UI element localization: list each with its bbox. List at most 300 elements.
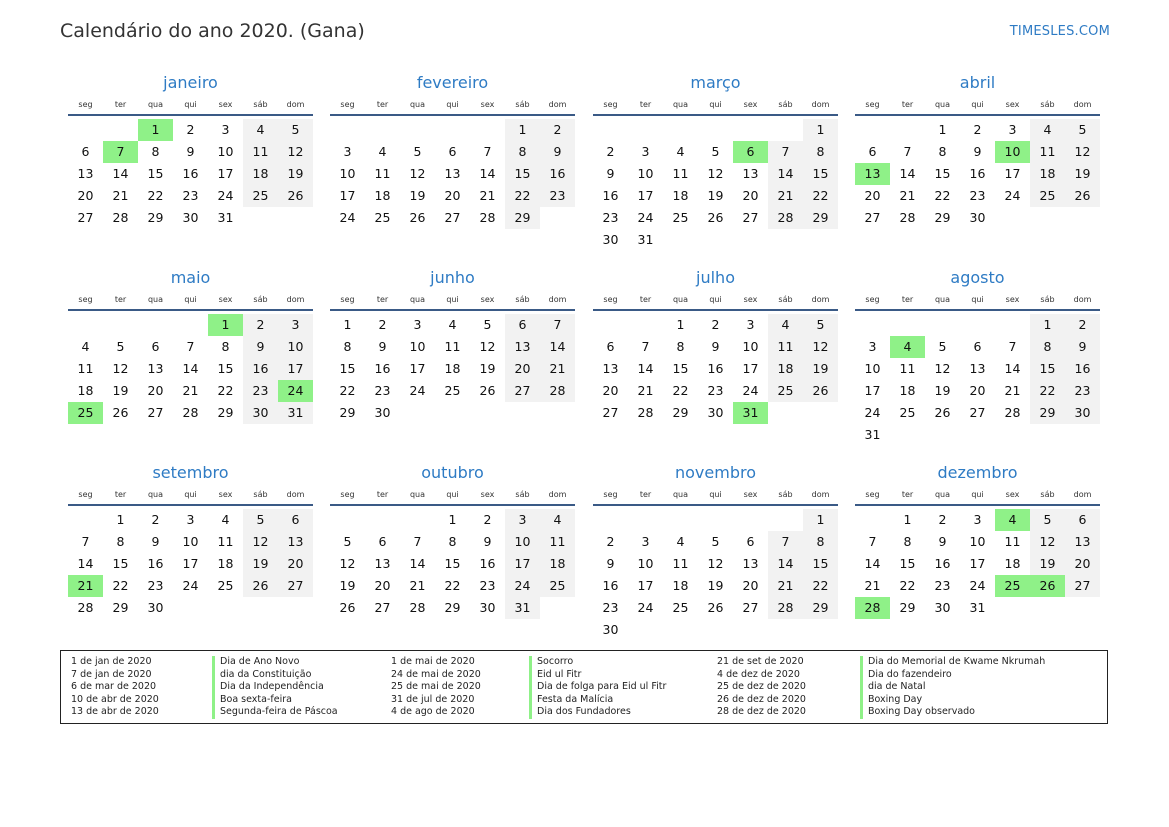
month-março xyxy=(593,72,838,251)
day-cell: 29 xyxy=(899,600,916,615)
empty-cell xyxy=(400,119,435,141)
empty-cell xyxy=(663,509,698,531)
legend-names-col-3 xyxy=(860,656,1045,719)
holiday-day-cell: 25 xyxy=(68,402,103,424)
day-grid xyxy=(855,119,1100,229)
day-cell: 1 xyxy=(116,512,125,527)
month-divider xyxy=(593,504,838,506)
day-cell: 26 xyxy=(243,575,278,597)
day-cell: 29 xyxy=(934,210,951,225)
day-cell: 5 xyxy=(243,509,278,531)
day-cell: 12 xyxy=(707,556,724,571)
day-cell: 29 xyxy=(444,600,461,615)
day-cell: 5 xyxy=(938,339,947,354)
weekday-label: dom xyxy=(286,100,305,109)
day-cell: 27 xyxy=(278,575,313,597)
weekday-label: qui xyxy=(709,490,722,499)
weekday-header xyxy=(593,97,838,113)
month-divider xyxy=(68,114,313,116)
day-cell: 3 xyxy=(278,314,313,336)
month-abril xyxy=(855,72,1100,229)
weekday-label: ter xyxy=(376,490,389,499)
empty-cell xyxy=(698,509,733,531)
day-cell: 4 xyxy=(540,509,575,531)
day-cell: 6 xyxy=(378,534,387,549)
day-cell: 20 xyxy=(444,188,461,203)
day-cell: 21 xyxy=(768,575,803,597)
legend-date: 4 de dez de 2020 xyxy=(717,668,800,680)
day-cell: 8 xyxy=(505,141,540,163)
weekday-label: sex xyxy=(743,295,758,304)
month-divider xyxy=(330,309,575,311)
day-cell: 1 xyxy=(803,119,838,141)
day-cell: 31 xyxy=(278,402,313,424)
day-cell: 8 xyxy=(803,531,838,553)
weekday-label: qui xyxy=(971,100,984,109)
weekday-label: qui xyxy=(446,100,459,109)
site-link[interactable]: TIMESLES.COM xyxy=(1009,24,1110,39)
legend-holiday-name: Eid ul Fitr xyxy=(529,669,666,682)
day-cell: 22 xyxy=(803,575,838,597)
day-cell: 17 xyxy=(1004,166,1021,181)
day-cell: 16 xyxy=(602,578,619,593)
empty-cell xyxy=(925,314,960,336)
empty-cell xyxy=(138,314,173,336)
day-cell: 28 xyxy=(540,380,575,402)
empty-cell xyxy=(628,119,663,141)
day-cell: 2 xyxy=(973,122,982,137)
day-cell: 13 xyxy=(77,166,94,181)
weekday-label: seg xyxy=(603,100,618,109)
weekday-label: qua xyxy=(147,490,164,499)
day-cell: 13 xyxy=(602,361,619,376)
day-cell: 7 xyxy=(1008,339,1017,354)
day-cell: 6 xyxy=(746,534,755,549)
day-cell: 3 xyxy=(1008,122,1017,137)
day-cell: 15 xyxy=(803,163,838,185)
day-cell: 12 xyxy=(243,531,278,553)
weekday-label: dom xyxy=(548,295,567,304)
day-cell: 28 xyxy=(1004,405,1021,420)
day-cell: 27 xyxy=(864,210,881,225)
day-cell: 25 xyxy=(540,575,575,597)
legend-holiday-name: Boxing Day xyxy=(860,694,1045,707)
day-cell: 18 xyxy=(672,578,689,593)
month-title: março xyxy=(690,73,741,92)
empty-cell xyxy=(68,119,103,141)
holiday-day-cell: 31 xyxy=(733,402,768,424)
day-cell: 8 xyxy=(343,339,352,354)
day-cell: 28 xyxy=(768,597,803,619)
weekday-label: qui xyxy=(446,295,459,304)
month-title: outubro xyxy=(421,463,484,482)
day-cell: 16 xyxy=(147,556,164,571)
holiday-day-cell: 1 xyxy=(138,119,173,141)
weekday-label: dom xyxy=(548,100,567,109)
day-cell: 1 xyxy=(903,512,912,527)
empty-cell xyxy=(855,314,890,336)
day-cell: 23 xyxy=(602,600,619,615)
weekday-label: sáb xyxy=(515,490,530,499)
day-cell: 27 xyxy=(77,210,94,225)
day-cell: 15 xyxy=(217,361,234,376)
legend-date: 24 de mai de 2020 xyxy=(391,668,481,680)
day-cell: 24 xyxy=(969,578,986,593)
day-cell: 7 xyxy=(768,531,803,553)
month-divider xyxy=(593,114,838,116)
day-cell: 30 xyxy=(602,232,619,247)
day-cell: 20 xyxy=(742,578,759,593)
day-cell: 11 xyxy=(899,361,916,376)
day-cell: 27 xyxy=(444,210,461,225)
day-cell: 2 xyxy=(540,119,575,141)
day-cell: 20 xyxy=(1065,553,1100,575)
weekday-label: sáb xyxy=(778,490,793,499)
month-fevereiro xyxy=(330,72,575,229)
weekday-label: qua xyxy=(409,490,426,499)
day-cell: 28 xyxy=(899,210,916,225)
holiday-day-cell: 25 xyxy=(995,575,1030,597)
legend-names-col-1 xyxy=(212,656,338,719)
day-cell: 11 xyxy=(77,361,94,376)
day-grid xyxy=(330,119,575,229)
empty-cell xyxy=(365,119,400,141)
day-cell: 8 xyxy=(448,534,457,549)
day-cell: 25 xyxy=(217,578,234,593)
day-cell: 12 xyxy=(934,361,951,376)
day-cell: 30 xyxy=(147,600,164,615)
day-cell: 5 xyxy=(116,339,125,354)
day-cell: 31 xyxy=(864,427,881,442)
day-cell: 11 xyxy=(243,141,278,163)
day-cell: 10 xyxy=(742,339,759,354)
empty-cell xyxy=(400,509,435,531)
day-cell: 16 xyxy=(479,556,496,571)
day-cell: 23 xyxy=(707,383,724,398)
weekday-label: qui xyxy=(184,100,197,109)
day-cell: 12 xyxy=(803,336,838,358)
day-cell: 9 xyxy=(540,141,575,163)
day-cell: 30 xyxy=(374,405,391,420)
day-cell: 6 xyxy=(448,144,457,159)
day-cell: 28 xyxy=(637,405,654,420)
day-cell: 12 xyxy=(1065,141,1100,163)
day-cell: 18 xyxy=(768,358,803,380)
day-cell: 16 xyxy=(602,188,619,203)
day-cell: 6 xyxy=(505,314,540,336)
empty-cell xyxy=(593,314,628,336)
day-cell: 28 xyxy=(112,210,129,225)
day-cell: 18 xyxy=(444,361,461,376)
day-cell: 2 xyxy=(378,317,387,332)
day-cell: 2 xyxy=(186,122,195,137)
day-cell: 2 xyxy=(243,314,278,336)
weekday-label: qua xyxy=(934,295,951,304)
day-cell: 14 xyxy=(768,163,803,185)
day-cell: 5 xyxy=(413,144,422,159)
day-cell: 22 xyxy=(444,578,461,593)
day-cell: 9 xyxy=(938,534,947,549)
day-cell: 8 xyxy=(221,339,230,354)
weekday-label: seg xyxy=(340,100,355,109)
day-cell: 31 xyxy=(217,210,234,225)
day-cell: 5 xyxy=(1065,119,1100,141)
day-cell: 3 xyxy=(641,534,650,549)
day-cell: 24 xyxy=(182,578,199,593)
day-cell: 24 xyxy=(339,210,356,225)
weekday-label: ter xyxy=(639,100,652,109)
day-cell: 21 xyxy=(864,578,881,593)
day-cell: 2 xyxy=(711,317,720,332)
day-cell: 20 xyxy=(147,383,164,398)
day-cell: 10 xyxy=(182,534,199,549)
day-cell: 4 xyxy=(448,317,457,332)
day-cell: 7 xyxy=(483,144,492,159)
day-grid xyxy=(593,119,838,251)
day-cell: 28 xyxy=(479,210,496,225)
weekday-label: seg xyxy=(865,100,880,109)
day-cell: 9 xyxy=(483,534,492,549)
day-cell: 14 xyxy=(409,556,426,571)
day-cell: 30 xyxy=(934,600,951,615)
day-cell: 23 xyxy=(540,185,575,207)
day-cell: 5 xyxy=(278,119,313,141)
weekday-label: seg xyxy=(78,295,93,304)
day-cell: 21 xyxy=(182,383,199,398)
legend-holiday-name: Dia de Ano Novo xyxy=(212,656,338,669)
day-cell: 1 xyxy=(803,509,838,531)
empty-cell xyxy=(68,509,103,531)
weekday-label: qua xyxy=(934,490,951,499)
day-cell: 11 xyxy=(672,166,689,181)
legend-date: 31 de jul de 2020 xyxy=(391,693,475,705)
legend-holiday-name: Socorro xyxy=(529,656,666,669)
weekday-label: dom xyxy=(1073,295,1092,304)
day-cell: 19 xyxy=(243,553,278,575)
weekday-label: sex xyxy=(218,295,233,304)
day-cell: 26 xyxy=(112,405,129,420)
day-cell: 20 xyxy=(602,383,619,398)
weekday-label: qui xyxy=(184,490,197,499)
day-cell: 15 xyxy=(803,553,838,575)
day-cell: 2 xyxy=(606,144,615,159)
legend-dates-col-2 xyxy=(391,656,481,719)
holiday-day-cell: 10 xyxy=(995,141,1030,163)
day-cell: 1 xyxy=(448,512,457,527)
weekday-label: sáb xyxy=(1040,100,1055,109)
day-cell: 12 xyxy=(1030,531,1065,553)
day-cell: 13 xyxy=(1065,531,1100,553)
day-cell: 19 xyxy=(1030,553,1065,575)
day-cell: 22 xyxy=(147,188,164,203)
day-cell: 10 xyxy=(278,336,313,358)
holiday-day-cell: 28 xyxy=(855,597,890,619)
weekday-label: dom xyxy=(811,295,830,304)
day-grid xyxy=(593,314,838,424)
day-cell: 11 xyxy=(374,166,391,181)
day-cell: 13 xyxy=(742,166,759,181)
weekday-label: qui xyxy=(971,490,984,499)
day-cell: 26 xyxy=(479,383,496,398)
legend-holiday-name: dia da Constituição xyxy=(212,669,338,682)
day-cell: 19 xyxy=(1065,163,1100,185)
weekday-label: sex xyxy=(480,490,495,499)
weekday-label: sáb xyxy=(253,295,268,304)
day-cell: 9 xyxy=(1065,336,1100,358)
day-cell: 14 xyxy=(1004,361,1021,376)
day-grid xyxy=(855,314,1100,446)
legend-date: 25 de mai de 2020 xyxy=(391,681,481,693)
weekday-label: ter xyxy=(901,295,914,304)
weekday-label: ter xyxy=(901,100,914,109)
day-cell: 17 xyxy=(339,188,356,203)
weekday-label: qui xyxy=(446,490,459,499)
day-cell: 21 xyxy=(409,578,426,593)
weekday-label: seg xyxy=(865,295,880,304)
weekday-label: ter xyxy=(114,100,127,109)
day-cell: 4 xyxy=(1030,119,1065,141)
empty-cell xyxy=(663,119,698,141)
legend-holiday-name: Dia do Memorial de Kwame Nkrumah xyxy=(860,656,1045,669)
day-cell: 18 xyxy=(243,163,278,185)
day-cell: 10 xyxy=(637,166,654,181)
month-title: maio xyxy=(170,268,211,287)
weekday-header xyxy=(68,97,313,113)
day-grid xyxy=(68,314,313,424)
day-cell: 20 xyxy=(278,553,313,575)
day-cell: 23 xyxy=(479,578,496,593)
day-cell: 25 xyxy=(1030,185,1065,207)
month-title: novembro xyxy=(675,463,756,482)
day-cell: 3 xyxy=(973,512,982,527)
weekday-label: sex xyxy=(1005,100,1020,109)
day-cell: 22 xyxy=(339,383,356,398)
day-cell: 8 xyxy=(676,339,685,354)
day-cell: 19 xyxy=(278,163,313,185)
legend-dates-col-1 xyxy=(71,656,159,719)
day-cell: 21 xyxy=(540,358,575,380)
weekday-label: seg xyxy=(340,490,355,499)
day-cell: 29 xyxy=(672,405,689,420)
day-cell: 1 xyxy=(676,317,685,332)
day-cell: 17 xyxy=(217,166,234,181)
month-title: abril xyxy=(959,73,996,92)
day-cell: 9 xyxy=(186,144,195,159)
empty-cell xyxy=(593,509,628,531)
weekday-header xyxy=(593,292,838,308)
empty-cell xyxy=(768,119,803,141)
month-divider xyxy=(855,114,1100,116)
day-cell: 14 xyxy=(77,556,94,571)
day-cell: 1 xyxy=(505,119,540,141)
day-cell: 10 xyxy=(969,534,986,549)
day-cell: 30 xyxy=(243,402,278,424)
day-cell: 4 xyxy=(378,144,387,159)
month-title: fevereiro xyxy=(416,73,489,92)
weekday-header xyxy=(330,487,575,503)
weekday-label: dom xyxy=(1073,490,1092,499)
day-cell: 8 xyxy=(903,534,912,549)
day-cell: 1 xyxy=(343,317,352,332)
legend-date: 1 de mai de 2020 xyxy=(391,656,475,667)
day-cell: 30 xyxy=(182,210,199,225)
day-cell: 29 xyxy=(1030,402,1065,424)
day-cell: 10 xyxy=(637,556,654,571)
empty-cell xyxy=(733,509,768,531)
day-cell: 24 xyxy=(1004,188,1021,203)
legend-date: 13 de abr de 2020 xyxy=(71,706,159,718)
day-cell: 30 xyxy=(1065,402,1100,424)
day-cell: 12 xyxy=(339,556,356,571)
weekday-label: sex xyxy=(1005,295,1020,304)
day-cell: 14 xyxy=(479,166,496,181)
legend-holiday-name: Dia de folga para Eid ul Fitr xyxy=(529,681,666,694)
day-cell: 15 xyxy=(505,163,540,185)
day-cell: 10 xyxy=(864,361,881,376)
day-cell: 29 xyxy=(339,405,356,420)
legend-date: 6 de mar de 2020 xyxy=(71,681,157,693)
day-cell: 17 xyxy=(278,358,313,380)
day-cell: 7 xyxy=(768,141,803,163)
day-cell: 20 xyxy=(505,358,540,380)
day-cell: 17 xyxy=(742,361,759,376)
legend-holiday-name: Dia dos Fundadores xyxy=(529,706,666,719)
weekday-label: sáb xyxy=(1040,295,1055,304)
empty-cell xyxy=(855,509,890,531)
day-cell: 19 xyxy=(934,383,951,398)
day-cell: 21 xyxy=(479,188,496,203)
day-cell: 11 xyxy=(217,534,234,549)
day-cell: 11 xyxy=(540,531,575,553)
day-cell: 22 xyxy=(1030,380,1065,402)
day-cell: 3 xyxy=(641,144,650,159)
day-cell: 3 xyxy=(505,509,540,531)
weekday-label: seg xyxy=(78,100,93,109)
legend-holiday-name: Boa sexta-feira xyxy=(212,694,338,707)
weekday-label: dom xyxy=(811,490,830,499)
empty-cell xyxy=(365,509,400,531)
weekday-label: dom xyxy=(286,295,305,304)
day-cell: 28 xyxy=(768,207,803,229)
day-cell: 22 xyxy=(899,578,916,593)
legend-date: 10 de abr de 2020 xyxy=(71,693,159,705)
empty-cell xyxy=(435,119,470,141)
day-cell: 15 xyxy=(147,166,164,181)
weekday-label: ter xyxy=(376,295,389,304)
holiday-day-cell: 24 xyxy=(278,380,313,402)
day-cell: 1 xyxy=(938,122,947,137)
weekday-label: ter xyxy=(114,295,127,304)
day-cell: 4 xyxy=(676,144,685,159)
weekday-header xyxy=(68,292,313,308)
day-cell: 27 xyxy=(969,405,986,420)
legend-holiday-name: Segunda-feira de Páscoa xyxy=(212,706,338,719)
month-agosto xyxy=(855,267,1100,446)
day-cell: 21 xyxy=(899,188,916,203)
day-cell: 4 xyxy=(81,339,90,354)
day-cell: 3 xyxy=(746,317,755,332)
weekday-label: sex xyxy=(218,490,233,499)
weekday-label: qua xyxy=(147,100,164,109)
day-cell: 19 xyxy=(707,188,724,203)
day-cell: 7 xyxy=(641,339,650,354)
day-cell: 5 xyxy=(1030,509,1065,531)
day-cell: 14 xyxy=(112,166,129,181)
day-cell: 20 xyxy=(77,188,94,203)
day-cell: 16 xyxy=(374,361,391,376)
month-title: setembro xyxy=(152,463,229,482)
day-cell: 13 xyxy=(147,361,164,376)
